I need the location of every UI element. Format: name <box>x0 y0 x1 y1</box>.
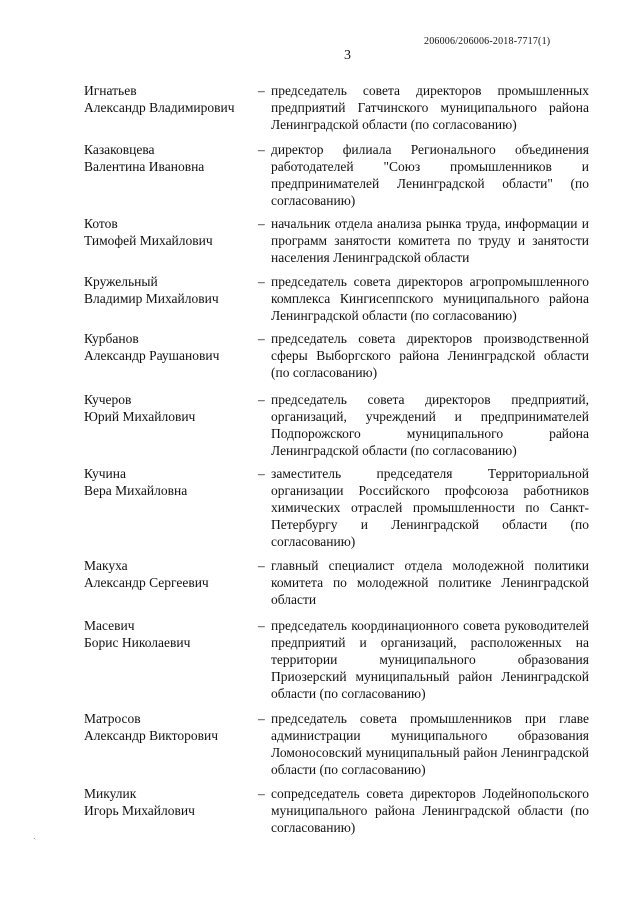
member-given-names: Игорь Михайлович <box>84 803 195 818</box>
member-position: заместитель председателя Территориальной организации Российского профсоюза работников химических отраслей промышленности по Санкт-Петербургу и Ленинградской области (по согласованию) <box>271 466 589 549</box>
member-position: начальник отдела анализа рынка труда, информации и программ занятости комитета по труду и занятости населения Ленинградской области <box>271 216 589 265</box>
member-name <box>84 330 256 364</box>
member-name <box>84 82 256 116</box>
member-name <box>84 465 256 499</box>
document-id: 206006/206006-2018-7717(1) <box>424 36 551 47</box>
list-dash: – <box>258 786 265 801</box>
member-given-names: Валентина Ивановна <box>84 159 205 174</box>
list-dash: – <box>258 274 265 289</box>
member-name <box>84 785 256 819</box>
member-position: председатель совета директоров агропромышленного комплекса Кингисеппского муниципального района Ленинградской области (по согласованию) <box>271 274 589 323</box>
member-surname: Кружельный <box>84 274 158 289</box>
member-given-names: Александр Сергеевич <box>84 575 209 590</box>
member-name <box>84 557 256 591</box>
member-name <box>84 710 256 744</box>
member-surname: Казаковцева <box>84 142 155 157</box>
member-name <box>84 617 256 651</box>
member-position: председатель совета директоров производственной сферы Выборгского района Ленинградской области (по согласованию) <box>271 331 589 380</box>
member-given-names: Борис Николаевич <box>84 635 191 650</box>
member-position: председатель совета директоров промышленных предприятий Гатчинского муниципального района Ленинградской области (по согласованию) <box>271 83 589 132</box>
member-surname: Кучина <box>84 466 126 481</box>
member-position: председатель совета директоров предприятий, организаций, учреждений и предпринимателей Подпорожского муниципального района Ленинградской области (по согласованию) <box>271 392 589 458</box>
member-given-names: Вера Михайловна <box>84 483 188 498</box>
member-surname: Макуха <box>84 558 128 573</box>
member-surname: Курбанов <box>84 331 139 346</box>
list-dash: – <box>258 142 265 157</box>
list-dash: – <box>258 392 265 407</box>
member-surname: Масевич <box>84 618 135 633</box>
list-dash: – <box>258 83 265 98</box>
list-dash: – <box>258 466 265 481</box>
member-position: директор филиала Регионального объединения работодателей "Союз промышленников и предпринимателей Ленинградской области" (по согласованию) <box>271 142 589 208</box>
member-given-names: Александр Раушанович <box>84 348 220 363</box>
member-position: председатель совета промышленников при главе администрации муниципального образования Ломоносовский муниципальный район Ленинградской области (по согласованию) <box>271 711 589 777</box>
margin-mark: ˎ <box>33 829 37 840</box>
member-name <box>84 273 256 307</box>
page-number: 3 <box>344 48 351 63</box>
member-surname: Кучеров <box>84 392 132 407</box>
member-surname: Игнатьев <box>84 83 137 98</box>
member-given-names: Александр Викторович <box>84 728 219 743</box>
member-position: сопредседатель совета директоров Лодейнопольского муниципального района Ленинградской области (по согласованию) <box>271 786 589 835</box>
member-surname: Котов <box>84 216 118 231</box>
list-dash: – <box>258 331 265 346</box>
member-given-names: Александр Владимирович <box>84 100 235 115</box>
list-dash: – <box>258 216 265 231</box>
member-position: главный специалист отдела молодежной политики комитета по молодежной политике Ленинградской области <box>271 558 589 607</box>
member-name <box>84 215 256 249</box>
list-dash: – <box>258 558 265 573</box>
member-surname: Микулик <box>84 786 137 801</box>
member-name <box>84 391 256 425</box>
member-given-names: Владимир Михайлович <box>84 291 219 306</box>
list-dash: – <box>258 618 265 633</box>
member-surname: Матросов <box>84 711 141 726</box>
list-dash: – <box>258 711 265 726</box>
member-position: председатель координационного совета руководителей предприятий и организаций, расположенных на территории муниципального образования Приозерский муниципальный район Ленинградской области (по согласованию) <box>271 618 589 701</box>
member-name <box>84 141 256 175</box>
member-given-names: Юрий Михайлович <box>84 409 196 424</box>
member-given-names: Тимофей Михайлович <box>84 233 213 248</box>
